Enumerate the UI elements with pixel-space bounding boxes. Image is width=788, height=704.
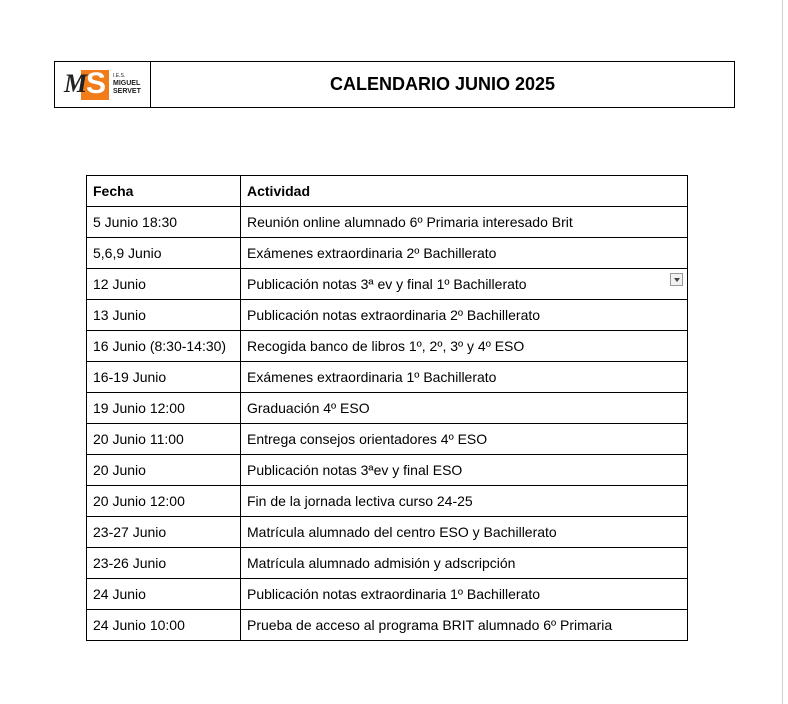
cell-fecha: 24 Junio: [87, 579, 241, 610]
page-edge-line: [782, 0, 783, 704]
logo-school-name: [113, 72, 151, 96]
column-header-fecha: Fecha: [87, 176, 241, 207]
cell-fecha: 20 Junio: [87, 455, 241, 486]
cell-actividad: Fin de la jornada lectiva curso 24-25: [241, 486, 688, 517]
table-row: [87, 331, 688, 362]
cell-fecha: 5,6,9 Junio: [87, 238, 241, 269]
logo-line-3: SERVET: [113, 88, 141, 95]
cell-actividad: Graduación 4º ESO: [241, 393, 688, 424]
table-row: [87, 300, 688, 331]
cell-actividad: Publicación notas extraordinaria 1º Bachillerato: [241, 579, 688, 610]
cell-actividad: Prueba de acceso al programa BRIT alumnado 6º Primaria: [241, 610, 688, 641]
cell-fecha: 12 Junio: [87, 269, 241, 300]
cell-actividad: Entrega consejos orientadores 4º ESO: [241, 424, 688, 455]
table-row: [87, 548, 688, 579]
calendar-table: [86, 175, 688, 641]
table-row: [87, 207, 688, 238]
table-row: [87, 610, 688, 641]
table-row: [87, 238, 688, 269]
table-row: [87, 424, 688, 455]
column-header-actividad: Actividad: [241, 176, 688, 207]
table-row: [87, 486, 688, 517]
logo-line-2: MIGUEL: [113, 80, 141, 87]
logo-letter-s: S: [85, 67, 106, 100]
table-row: [87, 269, 688, 300]
table-row: [87, 455, 688, 486]
table-header-row: [87, 176, 688, 207]
cell-actividad: Recogida banco de libros 1º, 2º, 3º y 4º ESO: [241, 331, 688, 362]
table-row: [87, 362, 688, 393]
dropdown-arrow-icon[interactable]: [670, 273, 683, 286]
cell-fecha: 5 Junio 18:30: [87, 207, 241, 238]
cell-actividad: Publicación notas 3ªev y final ESO: [241, 455, 688, 486]
cell-fecha: 23-26 Junio: [87, 548, 241, 579]
cell-fecha: 24 Junio 10:00: [87, 610, 241, 641]
cell-fecha: 13 Junio: [87, 300, 241, 331]
cell-actividad: Matrícula alumnado del centro ESO y Bachillerato: [241, 517, 688, 548]
cell-actividad: Matrícula alumnado admisión y adscripción: [241, 548, 688, 579]
cell-actividad: Exámenes extraordinaria 1º Bachillerato: [241, 362, 688, 393]
document-header: [54, 61, 735, 108]
logo-line-1: I.E.S.: [113, 73, 126, 79]
cell-fecha: 20 Junio 11:00: [87, 424, 241, 455]
cell-fecha: 16-19 Junio: [87, 362, 241, 393]
school-logo: [55, 62, 151, 107]
cell-actividad: Reunión online alumnado 6º Primaria interesado Brit: [241, 207, 688, 238]
table-row: [87, 517, 688, 548]
cell-actividad: Exámenes extraordinaria 2º Bachillerato: [241, 238, 688, 269]
calendar-table-body: [87, 207, 688, 641]
cell-fecha: 19 Junio 12:00: [87, 393, 241, 424]
table-row: [87, 393, 688, 424]
cell-fecha: 16 Junio (8:30-14:30): [87, 331, 241, 362]
cell-fecha: 20 Junio 12:00: [87, 486, 241, 517]
cell-actividad: Publicación notas extraordinaria 2º Bachillerato: [241, 300, 688, 331]
page-title: CALENDARIO JUNIO 2025: [329, 74, 556, 94]
cell-fecha: 23-27 Junio: [87, 517, 241, 548]
logo-letter-m: M: [64, 69, 86, 98]
cell-actividad: Publicación notas 3ª ev y final 1º Bachillerato: [241, 269, 688, 300]
table-row: [87, 579, 688, 610]
